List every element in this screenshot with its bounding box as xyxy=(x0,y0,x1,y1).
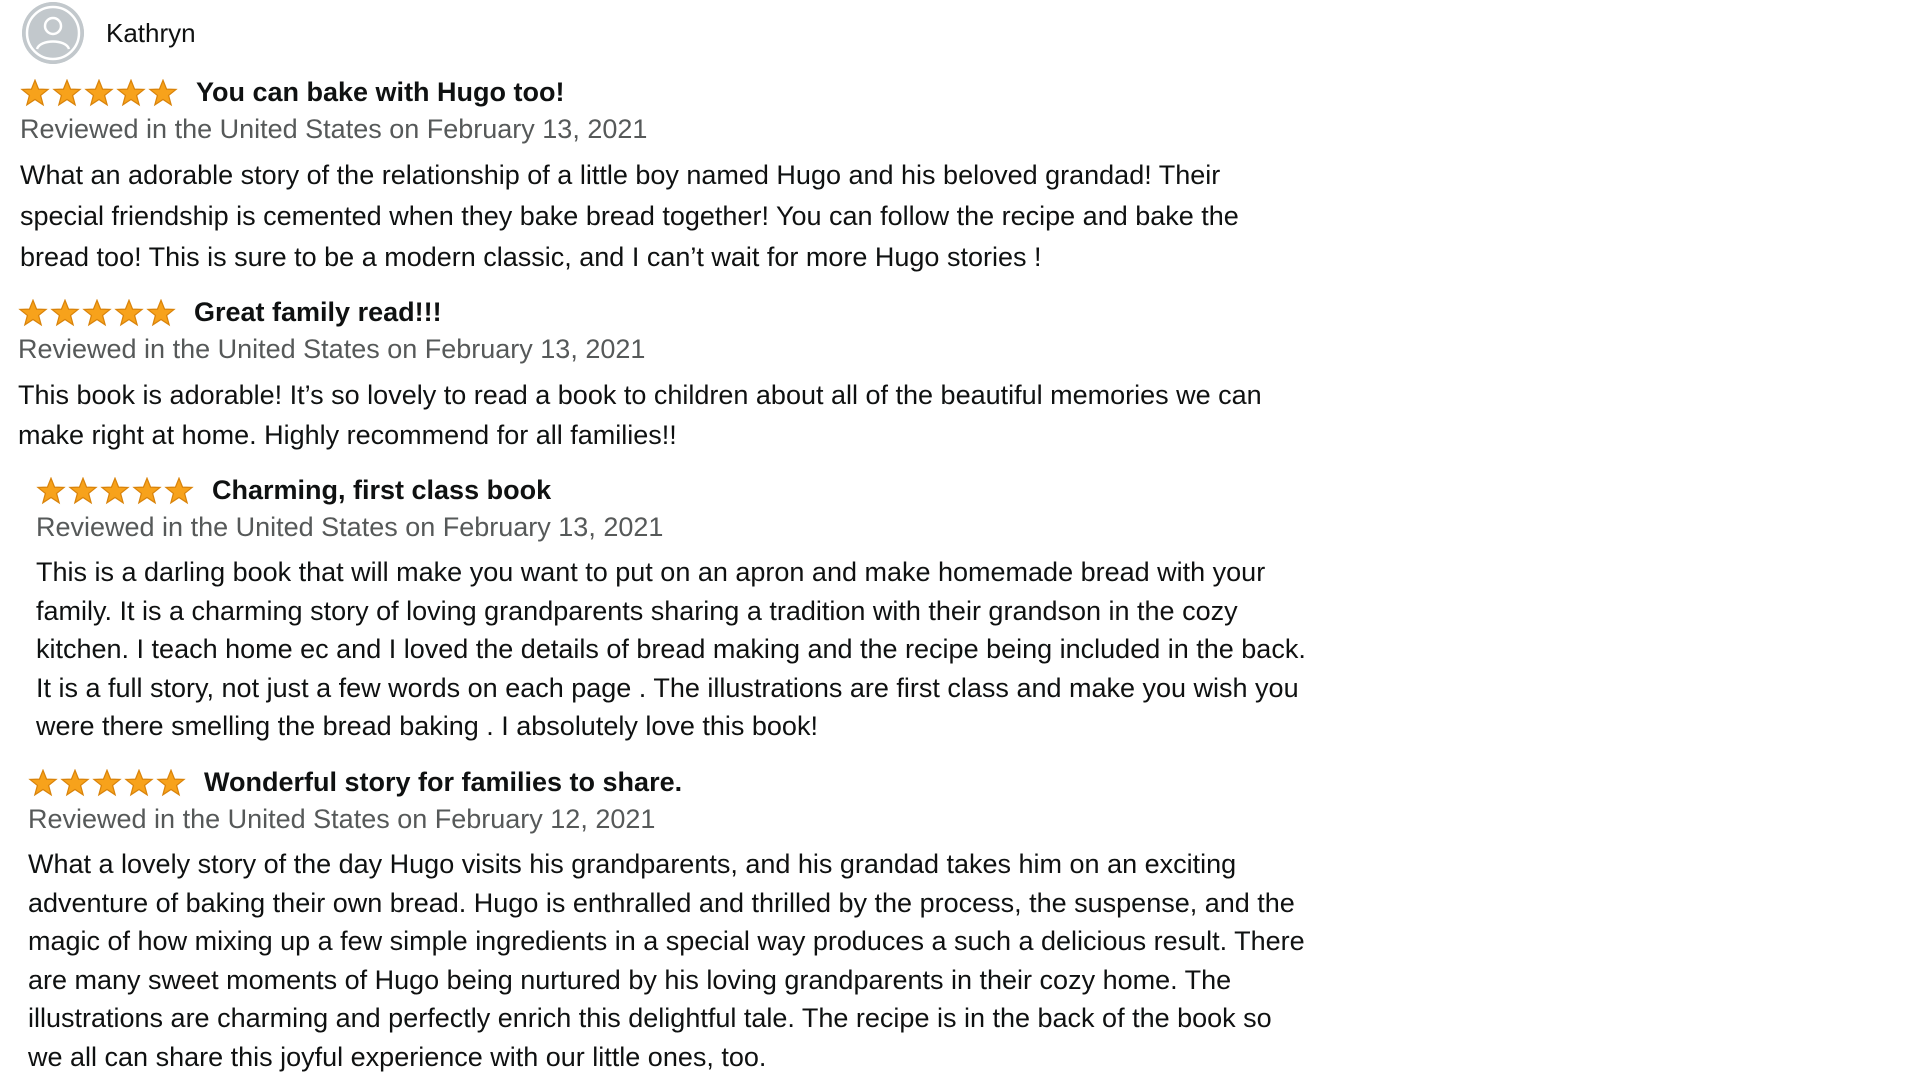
review-item xyxy=(20,77,1239,278)
star-icon xyxy=(18,299,48,327)
review-body-line: What a lovely story of the day Hugo visits his grandparents, and his grandad takes him on an exciting xyxy=(28,849,1237,879)
review-body-line: illustrations are charming and perfectly enrich this delightful tale. The recipe is in the back of the book so xyxy=(28,1003,1272,1033)
review-title[interactable]: You can bake with Hugo too! xyxy=(196,77,565,107)
review-title[interactable]: Charming, first class book xyxy=(212,475,552,505)
reviewer-profile[interactable] xyxy=(22,2,196,64)
star-icon xyxy=(164,477,194,505)
star-icon xyxy=(82,299,112,327)
review-body-line: are many sweet moments of Hugo being nurtured by his loving grandparents in their cozy home. The xyxy=(28,964,1232,995)
review-date: Reviewed in the United States on February 13, 2021 xyxy=(20,114,648,144)
review-body-line: special friendship is cemented when they bake bread together! You can follow the recipe and bake the xyxy=(20,201,1239,231)
review-body-line: This book is adorable! It’s so lovely to read a book to children about all of the beautiful memories we can xyxy=(18,380,1262,410)
review-header xyxy=(18,297,1262,328)
star-icon xyxy=(68,477,98,505)
review-body-line: were there smelling the bread baking . I absolutely love this book! xyxy=(36,711,818,741)
review-body xyxy=(18,375,1262,455)
star-rating[interactable] xyxy=(36,477,194,505)
star-icon xyxy=(52,79,82,107)
star-icon xyxy=(92,769,122,797)
star-icon xyxy=(60,769,90,797)
review-body-line: This is a darling book that will make you want to put on an apron and make homemade bread with your xyxy=(36,557,1266,587)
star-icon xyxy=(28,769,58,797)
star-icon xyxy=(148,79,178,107)
review-body-line: It is a full story, not just a few words on each page . The illustrations are first class and make you wish you xyxy=(36,672,1299,703)
review-body-line: adventure of baking their own bread. Hugo is enthralled and thrilled by the process, the suspense, and the xyxy=(28,887,1295,918)
star-icon xyxy=(156,769,186,797)
star-icon xyxy=(116,79,146,107)
star-icon xyxy=(124,769,154,797)
review-header xyxy=(20,77,1239,108)
review-date: Reviewed in the United States on February 13, 2021 xyxy=(36,512,664,542)
star-icon xyxy=(20,79,50,107)
star-rating[interactable] xyxy=(20,79,178,107)
review-body xyxy=(20,155,1239,278)
review-item xyxy=(28,767,1305,1076)
review-body xyxy=(28,845,1305,1076)
review-body-line: What an adorable story of the relationship of a little boy named Hugo and his beloved grandad! Their xyxy=(20,160,1221,190)
review-body-line: bread too! This is sure to be a modern classic, and I can’t wait for more Hugo stories ! xyxy=(20,242,1042,272)
review-body-line: magic of how mixing up a few simple ingredients in a special way produces a such a delicious result. There xyxy=(28,926,1305,956)
star-rating[interactable] xyxy=(18,299,176,327)
star-icon xyxy=(36,477,66,505)
review-header xyxy=(36,475,1306,506)
review-header xyxy=(28,767,1305,798)
review-body-line: family. It is a charming story of loving grandparents sharing a tradition with their grandson in the cozy xyxy=(36,595,1238,626)
star-icon xyxy=(114,299,144,327)
review-body-line: we all can share this joyful experience with our little ones, too. xyxy=(28,1041,767,1072)
review-item xyxy=(18,297,1262,455)
review-title[interactable]: Great family read!!! xyxy=(194,297,442,327)
user-avatar-icon[interactable] xyxy=(22,2,84,64)
review-item xyxy=(36,475,1306,746)
star-icon xyxy=(132,477,162,505)
review-date: Reviewed in the United States on February 13, 2021 xyxy=(18,334,646,364)
star-icon xyxy=(146,299,176,327)
review-date: Reviewed in the United States on February 12, 2021 xyxy=(28,804,656,834)
star-icon xyxy=(100,477,130,505)
star-icon xyxy=(84,79,114,107)
review-body-line: kitchen. I teach home ec and I loved the details of bread making and the recipe being included in the back. xyxy=(36,634,1306,664)
review-body xyxy=(36,553,1306,746)
review-body-line: make right at home. Highly recommend for all families!! xyxy=(18,420,677,450)
reviewer-name[interactable]: Kathryn xyxy=(106,17,196,48)
star-rating[interactable] xyxy=(28,769,186,797)
star-icon xyxy=(50,299,80,327)
review-title[interactable]: Wonderful story for families to share. xyxy=(204,767,683,797)
